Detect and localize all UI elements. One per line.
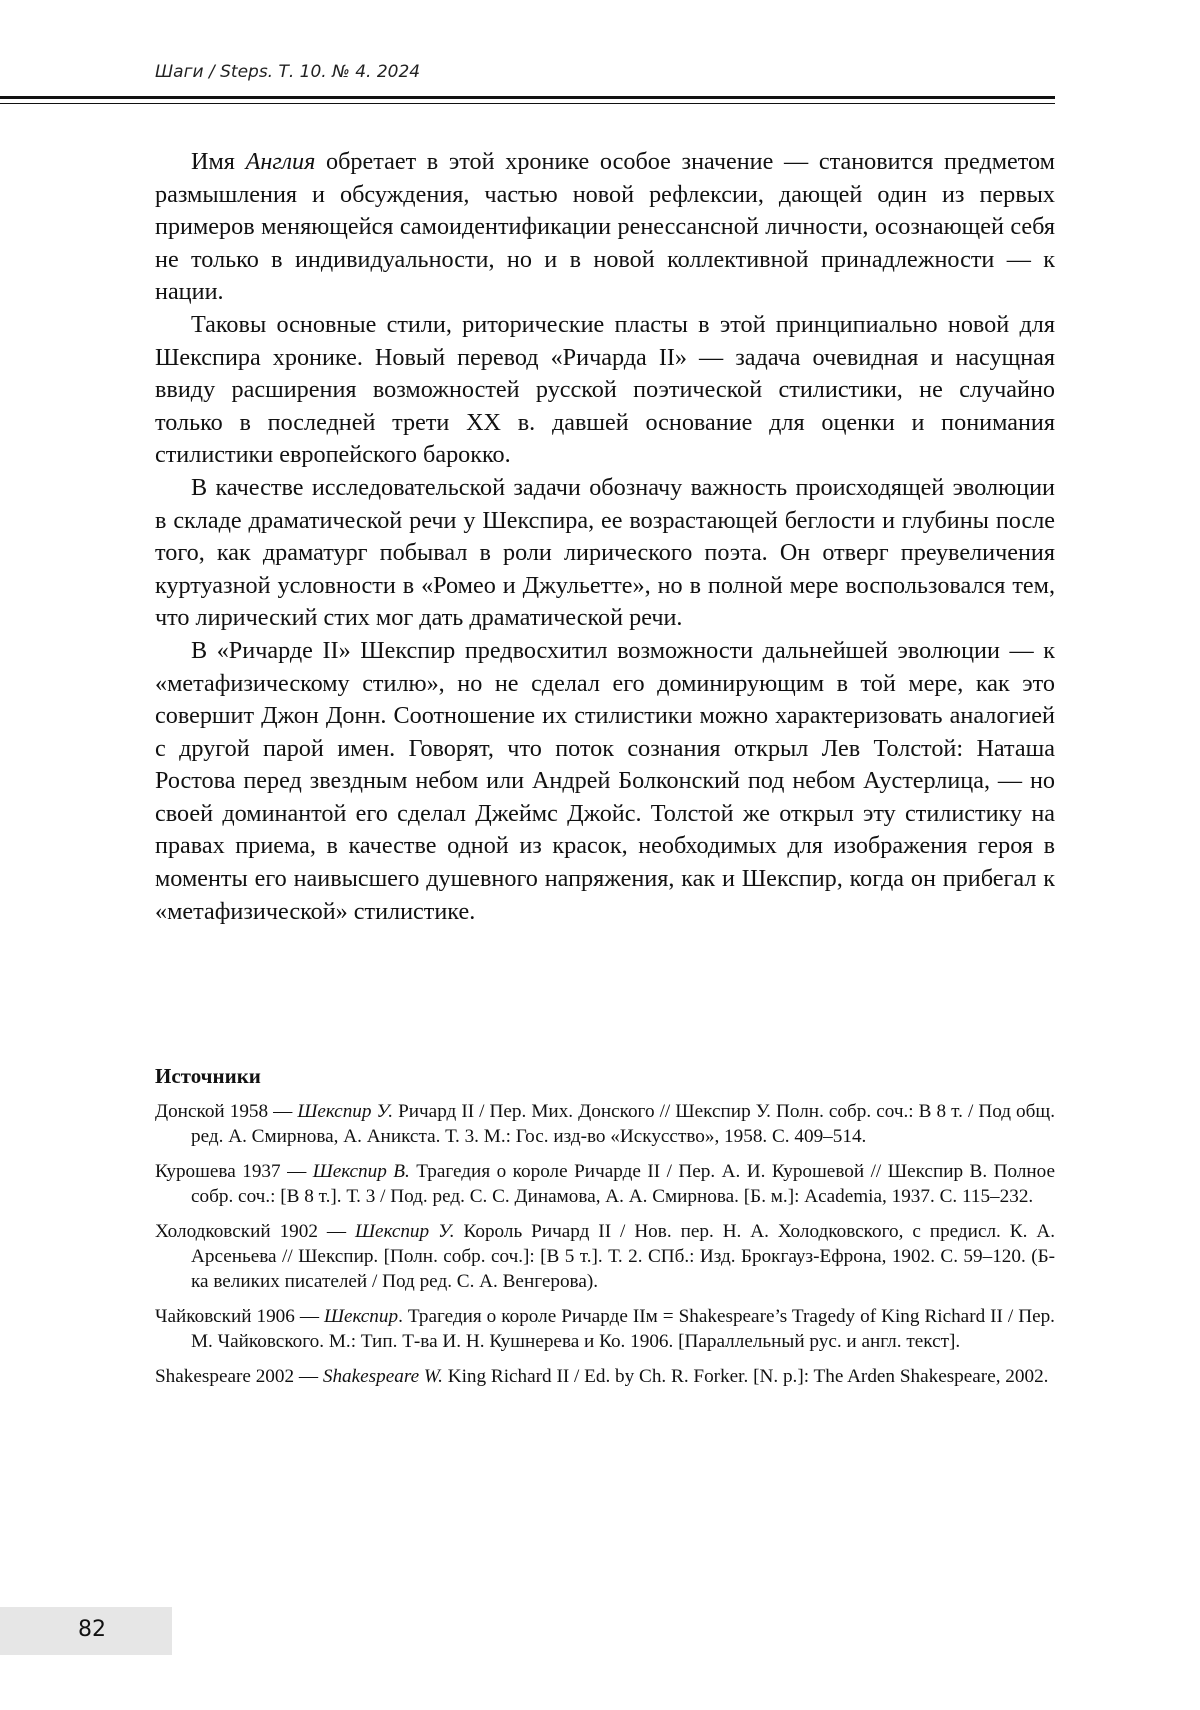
header-rule-thick <box>0 96 1055 99</box>
reference-entry <box>155 1364 1055 1389</box>
emphasis-england: Англия <box>245 148 316 175</box>
reference-details: Король Ричард II / Нов. пер. Н. А. Холодковского, с предисл. К. А. Арсеньева // Шекспир. [Полн. собр. соч.]: [В 5 т.]. Т. 2. СПб.: Изд. Брокгауз-Ефрона, 1902. С. 59–120. (Б-ка великих писателей / Под ред. С. А. Венгерова). <box>191 1220 1055 1293</box>
paragraph-1-start: Имя <box>191 148 246 175</box>
reference-entry <box>155 1159 1055 1210</box>
reference-details: King Richard II / Ed. by Ch. R. Forker. [N. p.]: The Arden Shakespeare, 2002. <box>442 1365 1049 1387</box>
reference-entry <box>155 1304 1055 1355</box>
reference-entry <box>155 1099 1055 1150</box>
paragraph-4: В «Ричарде II» Шекспир предвосхитил возможности дальнейшей эволюции — к «метафизическому стилю», но не сделал его доминирующим в той мере, как это совершит Джон Донн. Соотношение их стилистики можно характеризовать аналогией с другой парой имен. Говорят, что поток сознания открыл Лев Толстой: Наташа Ростова перед звездным небом или Андрей Болконский под небом Аустерлица, — но своей доминантой его сделал Джеймс Джойс. Толстой же открыл эту стилистику на правах приема, в качестве одной из красок, необходимых для изображения героя в моменты его наивысшего душевного напряжения, как и Шекспир, когда он прибегал к «метафизической» стилистике. <box>155 636 1055 925</box>
reference-author: Shakespeare W. <box>322 1365 443 1387</box>
reference-lead: Чайковский 1906 — <box>155 1305 325 1327</box>
reference-details: Трагедия о короле Ричарде II / Пер. А. И. Курошевой // Шекспир В. Полное собр. соч.: [В 8 т.]. Т. 3 / Под. ред. С. С. Динамова, А. А. Смирнова. [Б. м.]: Academia, 1937. С. 115–232. <box>191 1160 1056 1208</box>
reference-entry <box>155 1219 1055 1295</box>
reference-lead: Shakespeare 2002 — <box>155 1365 323 1387</box>
paragraph-3: В качестве исследовательской задачи обозначу важность происходящей эволюции в складе драматической речи у Шекспира, ее возрастающей беглости и глубины после того, как драматург побывал в роли лирического поэта. Он отверг преувеличения куртуазной условности в «Ромео и Джульетте», но в полной мере воспользовался тем, что лирический стих мог дать драматической речи. <box>155 473 1055 632</box>
reference-author: Шекспир У. <box>297 1101 394 1122</box>
article-body <box>155 146 1055 928</box>
paragraph-1-rest: обретает в этой хронике особое значение — становится предметом размышления и обсуждения, частью новой рефлексии, дающей один из первых примеров меняющейся самоидентификации ренессансной личности, осознающей себя не только в индивидуальности, но и в новой коллективной принадлежности — к нации. <box>155 148 1055 306</box>
reference-author: Шекспир В. <box>312 1160 410 1182</box>
reference-lead: Холодковский 1902 — <box>155 1220 356 1242</box>
sources-section <box>155 1064 1055 1398</box>
reference-lead: Донской 1958 — <box>155 1101 298 1122</box>
reference-author: Шекспир <box>324 1305 399 1327</box>
reference-details: . Трагедия о короле Ричарде IIм = Shakespeare’s Tragedy of King Richard II / Пер. М. Чайковского. М.: Тип. Т-ва И. Н. Кушнерева и Ко. 1906. [Параллельный рус. и англ. текст]. <box>191 1305 1055 1353</box>
sources-heading: Источники <box>155 1064 261 1088</box>
reference-details: Ричард II / Пер. Мих. Донского // Шекспир У. Полн. собр. соч.: В 8 т. / Под общ. ред. А. Смирнова, А. Аникста. Т. 3. М.: Гос. изд-во «Искусство», 1958. С. 409–514. <box>191 1101 1055 1148</box>
paragraph-1 <box>155 146 1055 309</box>
running-head: Шаги / Steps. Т. 10. № 4. 2024 <box>155 62 421 82</box>
paragraph-2: Таковы основные стили, риторические пласты в этой принципиально новой для Шекспира хронике. Новый перевод «Ричарда II» — задача очевидная и насущная ввиду расширения возможностей русской поэтической стилистики, не случайно только в последней трети XX в. давшей основание для оценки и понимания стилистики европейского барокко. <box>155 310 1055 469</box>
header-rule-thin <box>0 103 1055 104</box>
reference-lead: Курошева 1937 — <box>155 1160 313 1182</box>
page-number: 82 <box>78 1617 106 1642</box>
reference-author: Шекспир У. <box>355 1220 455 1242</box>
